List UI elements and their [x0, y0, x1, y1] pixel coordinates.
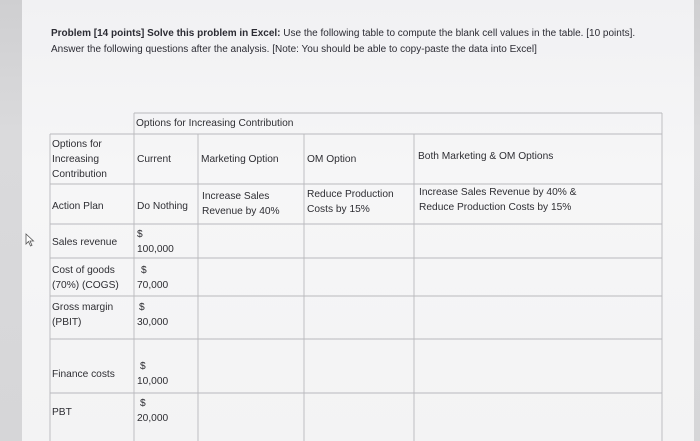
- currency-symbol: $: [141, 265, 147, 276]
- action-plan-label: Action Plan: [52, 201, 104, 212]
- row-label-line: Cost of goods: [52, 265, 115, 276]
- corner-label-line: Increasing: [52, 154, 100, 165]
- plan-current: Do Nothing: [137, 201, 188, 212]
- group-header: Options for Increasing Contribution: [136, 118, 294, 129]
- value-finance-costs-current: [137, 359, 168, 389]
- column-header-om: OM Option: [307, 154, 357, 165]
- row-label-finance-costs: Finance costs: [52, 369, 115, 380]
- plan-line: Increase Sales: [202, 191, 270, 202]
- plan-line: Reduce Production: [307, 189, 394, 200]
- value-sales-revenue-current: [137, 227, 174, 257]
- value-pbt-current: [137, 396, 168, 426]
- plan-line: Reduce Production Costs by 15%: [419, 202, 572, 213]
- plan-line: Costs by 15%: [307, 204, 370, 215]
- corner-label-line: Options for: [52, 139, 102, 150]
- cell-value: 100,000: [137, 244, 174, 255]
- problem-body: Use the following table to compute the blank cell values in the table. [10 points]. Answer the following questions after the analysis. [Note: You should be able to copy-paste the data into Excel]: [51, 28, 636, 55]
- row-label-cogs: [52, 263, 119, 293]
- currency-symbol: $: [139, 302, 145, 313]
- row-label-sales-revenue: Sales revenue: [52, 237, 118, 248]
- value-gross-margin-current: [137, 300, 168, 330]
- corner-label: [52, 137, 107, 182]
- row-label-line: (PBIT): [52, 317, 82, 328]
- plan-om: [307, 187, 394, 217]
- row-label-gross-margin: [52, 300, 113, 330]
- currency-symbol: $: [137, 229, 143, 240]
- problem-title: Problem [14 points] Solve this problem in Excel:: [51, 28, 281, 39]
- plan-line: Revenue by 40%: [202, 206, 280, 217]
- currency-symbol: $: [140, 361, 146, 372]
- row-label-line: Gross margin: [52, 302, 114, 313]
- cell-value: 20,000: [137, 413, 169, 424]
- value-cogs-current: [137, 263, 168, 293]
- column-header-marketing: Marketing Option: [201, 154, 279, 165]
- cell-value: 30,000: [137, 317, 169, 328]
- currency-symbol: $: [140, 398, 146, 409]
- column-header-current: Current: [137, 154, 171, 165]
- plan-marketing: [202, 189, 280, 219]
- plan-both: [419, 185, 576, 215]
- row-label-pbt: PBT: [52, 407, 72, 418]
- cell-value: 70,000: [137, 280, 169, 291]
- column-header-both: Both Marketing & OM Options: [418, 151, 554, 162]
- cell-value: 10,000: [137, 376, 169, 387]
- plan-line: Increase Sales Revenue by 40% &: [419, 187, 577, 198]
- row-label-line: (70%) (COGS): [52, 280, 119, 291]
- corner-label-line: Contribution: [52, 169, 107, 180]
